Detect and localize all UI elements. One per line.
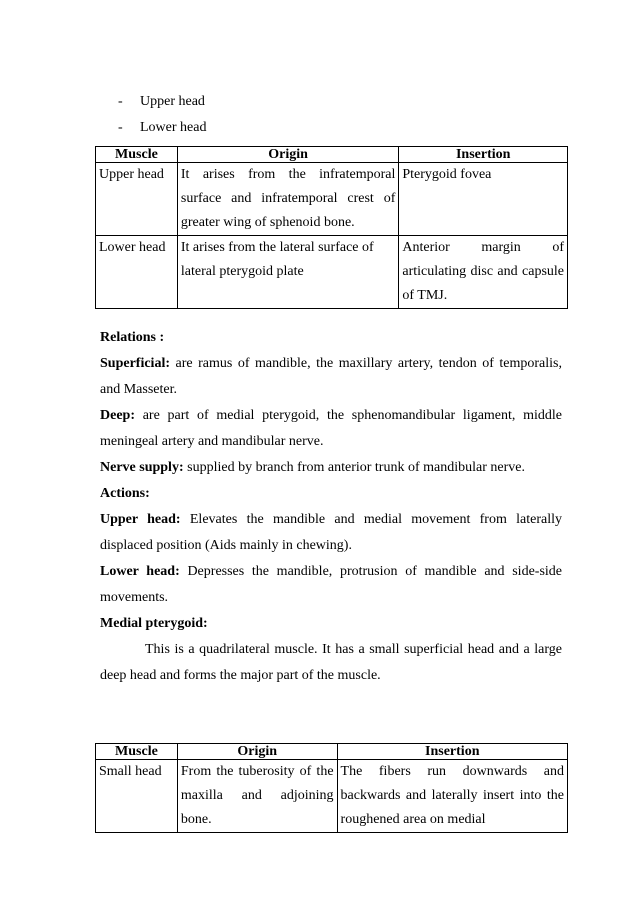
table-cell: Upper head <box>96 163 178 236</box>
deep-label: Deep: <box>100 408 135 423</box>
table-header: Origin <box>177 147 398 163</box>
table-cell: Small head <box>96 760 178 833</box>
deep-paragraph <box>100 403 562 455</box>
table-row <box>96 760 568 833</box>
upper-head-text: Elevates the mandible and medial movement from laterally displaced position (Aids mainly in chewing). <box>100 512 562 553</box>
deep-text: are part of medial pterygoid, the sphenomandibular ligament, middle meningeal artery and mandibular nerve. <box>100 408 562 449</box>
table-cell: The fibers run downwards and backwards and laterally insert into the roughened area on medial <box>337 760 567 833</box>
upper-head-paragraph <box>100 507 562 559</box>
actions-heading: Actions: <box>100 486 150 501</box>
table-cell: It arises from the infratemporal surface and infratemporal crest of greater wing of sphenoid bone. <box>177 163 398 236</box>
nerve-supply-paragraph <box>100 455 562 481</box>
lower-head-text: Depresses the mandible, protrusion of mandible and side-side movements. <box>100 564 563 605</box>
table-header: Muscle <box>96 147 178 163</box>
table-row <box>96 163 568 236</box>
table-header: Muscle <box>96 744 178 760</box>
medial-pterygoid-paragraph: This is a quadrilateral muscle. It has a small superficial head and a large deep head and forms the major part of the muscle. <box>100 642 562 683</box>
table-cell: It arises from the lateral surface of lateral pterygoid plate <box>177 236 398 309</box>
nerve-supply-label: Nerve supply: <box>100 460 184 475</box>
superficial-label: Superficial: <box>100 356 170 371</box>
table-cell: From the tuberosity of the maxilla and adjoining bone. <box>177 760 337 833</box>
bullet-text: Lower head <box>140 120 207 135</box>
medial-pterygoid-table <box>95 743 568 833</box>
lower-head-label: Lower head: <box>100 564 180 579</box>
table-cell: Lower head <box>96 236 178 309</box>
table-header: Insertion <box>337 744 567 760</box>
table-header-row <box>96 744 568 760</box>
lower-head-paragraph <box>100 559 562 611</box>
nerve-supply-text: supplied by branch from anterior trunk of mandibular nerve. <box>183 460 525 475</box>
table-cell: Anterior margin of articulating disc and capsule of TMJ. <box>399 236 568 309</box>
lateral-pterygoid-table <box>95 146 568 309</box>
superficial-text: are ramus of mandible, the maxillary artery, tendon of temporalis, and Masseter. <box>100 356 562 397</box>
table-header: Insertion <box>399 147 568 163</box>
medial-pterygoid-heading: Medial pterygoid: <box>100 616 208 631</box>
bullet-item <box>118 120 206 136</box>
table-row <box>96 236 568 309</box>
table-header: Origin <box>177 744 337 760</box>
table-cell: Pterygoid fovea <box>399 163 568 236</box>
bullet-item <box>118 94 205 110</box>
upper-head-label: Upper head: <box>100 512 181 527</box>
bullet-dash: - <box>118 120 123 135</box>
bullet-dash: - <box>118 94 123 109</box>
table-header-row <box>96 147 568 163</box>
bullet-text: Upper head <box>140 94 205 109</box>
relations-heading: Relations : <box>100 330 165 345</box>
superficial-paragraph <box>100 351 562 403</box>
